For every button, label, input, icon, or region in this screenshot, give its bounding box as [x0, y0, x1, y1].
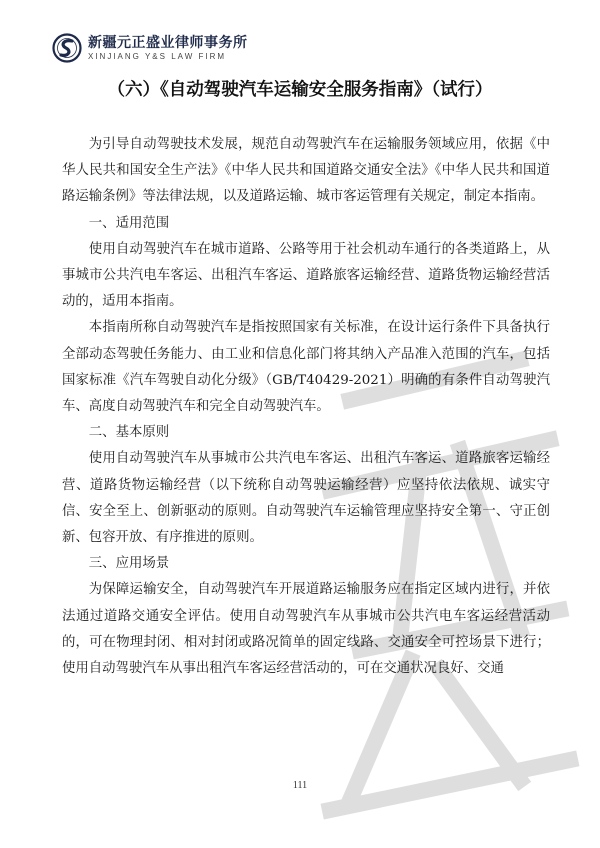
section-heading: 一、适用范围: [88, 215, 170, 231]
firm-name-cn: 新疆元正盛业律师事务所: [88, 34, 248, 51]
paragraph: 使用自动驾驶汽车在城市道路、公路等用于社会机动车通行的各类道路上，从事城市公共汽电车客运、出租汽车客运、道路旅客运输经营、道路货物运输经营活动的，适用本指南。: [62, 241, 550, 310]
paragraph: 为保障运输安全，自动驾驶汽车开展道路运输服务应在指定区域内进行，并依法通过道路交通安全评估。使用自动驾驶汽车从事城市公共汽电车客运经营活动的，可在物理封闭、相对封闭或路况简单的固定线路、交通安全可控场景下进行；使用自动驾驶汽车从事出租汽车客运经营活动的，可在交通状况良好、交通: [62, 582, 550, 677]
paragraph: 本指南所称自动驾驶汽车是指按照国家有关标准，在设计运行条件下具备执行全部动态驾驶任务能力、由工业和信息化部门将其纳入产品准入范围的汽车，包括国家标准《汽车驾驶自动化分级》（GB/T40429-2021）明确的有条件自动驾驶汽车、高度自动驾驶汽车和完全自动驾驶汽车。: [62, 320, 550, 415]
paragraph: 使用自动驾驶汽车从事城市公共汽电车客运、出租汽车客运、道路旅客运输经营、道路货物运输经营（以下统称自动驾驶运输经营）应坚持依法依规、诚实守信、安全至上、创新驱动的原则。自动驾驶汽车运输管理应坚持安全第一、守正创新、包容开放、有序推进的原则。: [62, 451, 550, 546]
firm-name-en: XINJIANG Y&S LAW FIRM: [88, 51, 227, 61]
section-heading: 二、基本原则: [88, 425, 170, 441]
firm-header: [52, 30, 248, 66]
document-body: [62, 132, 550, 682]
document-title: （六）《自动驾驶汽车运输安全服务指南》（试行）: [107, 80, 493, 100]
firm-logo-icon: [52, 33, 82, 63]
section-heading: 三、应用场景: [88, 556, 170, 572]
page-number: 111: [292, 780, 308, 791]
paragraph: 为引导自动驾驶技术发展，规范自动驾驶汽车在运输服务领域应用，依据《中华人民共和国安全生产法》《中华人民共和国道路交通安全法》《中华人民共和国道路运输条例》等法律法规，以及道路运输、城市客运管理有关规定，制定本指南。: [62, 137, 550, 205]
